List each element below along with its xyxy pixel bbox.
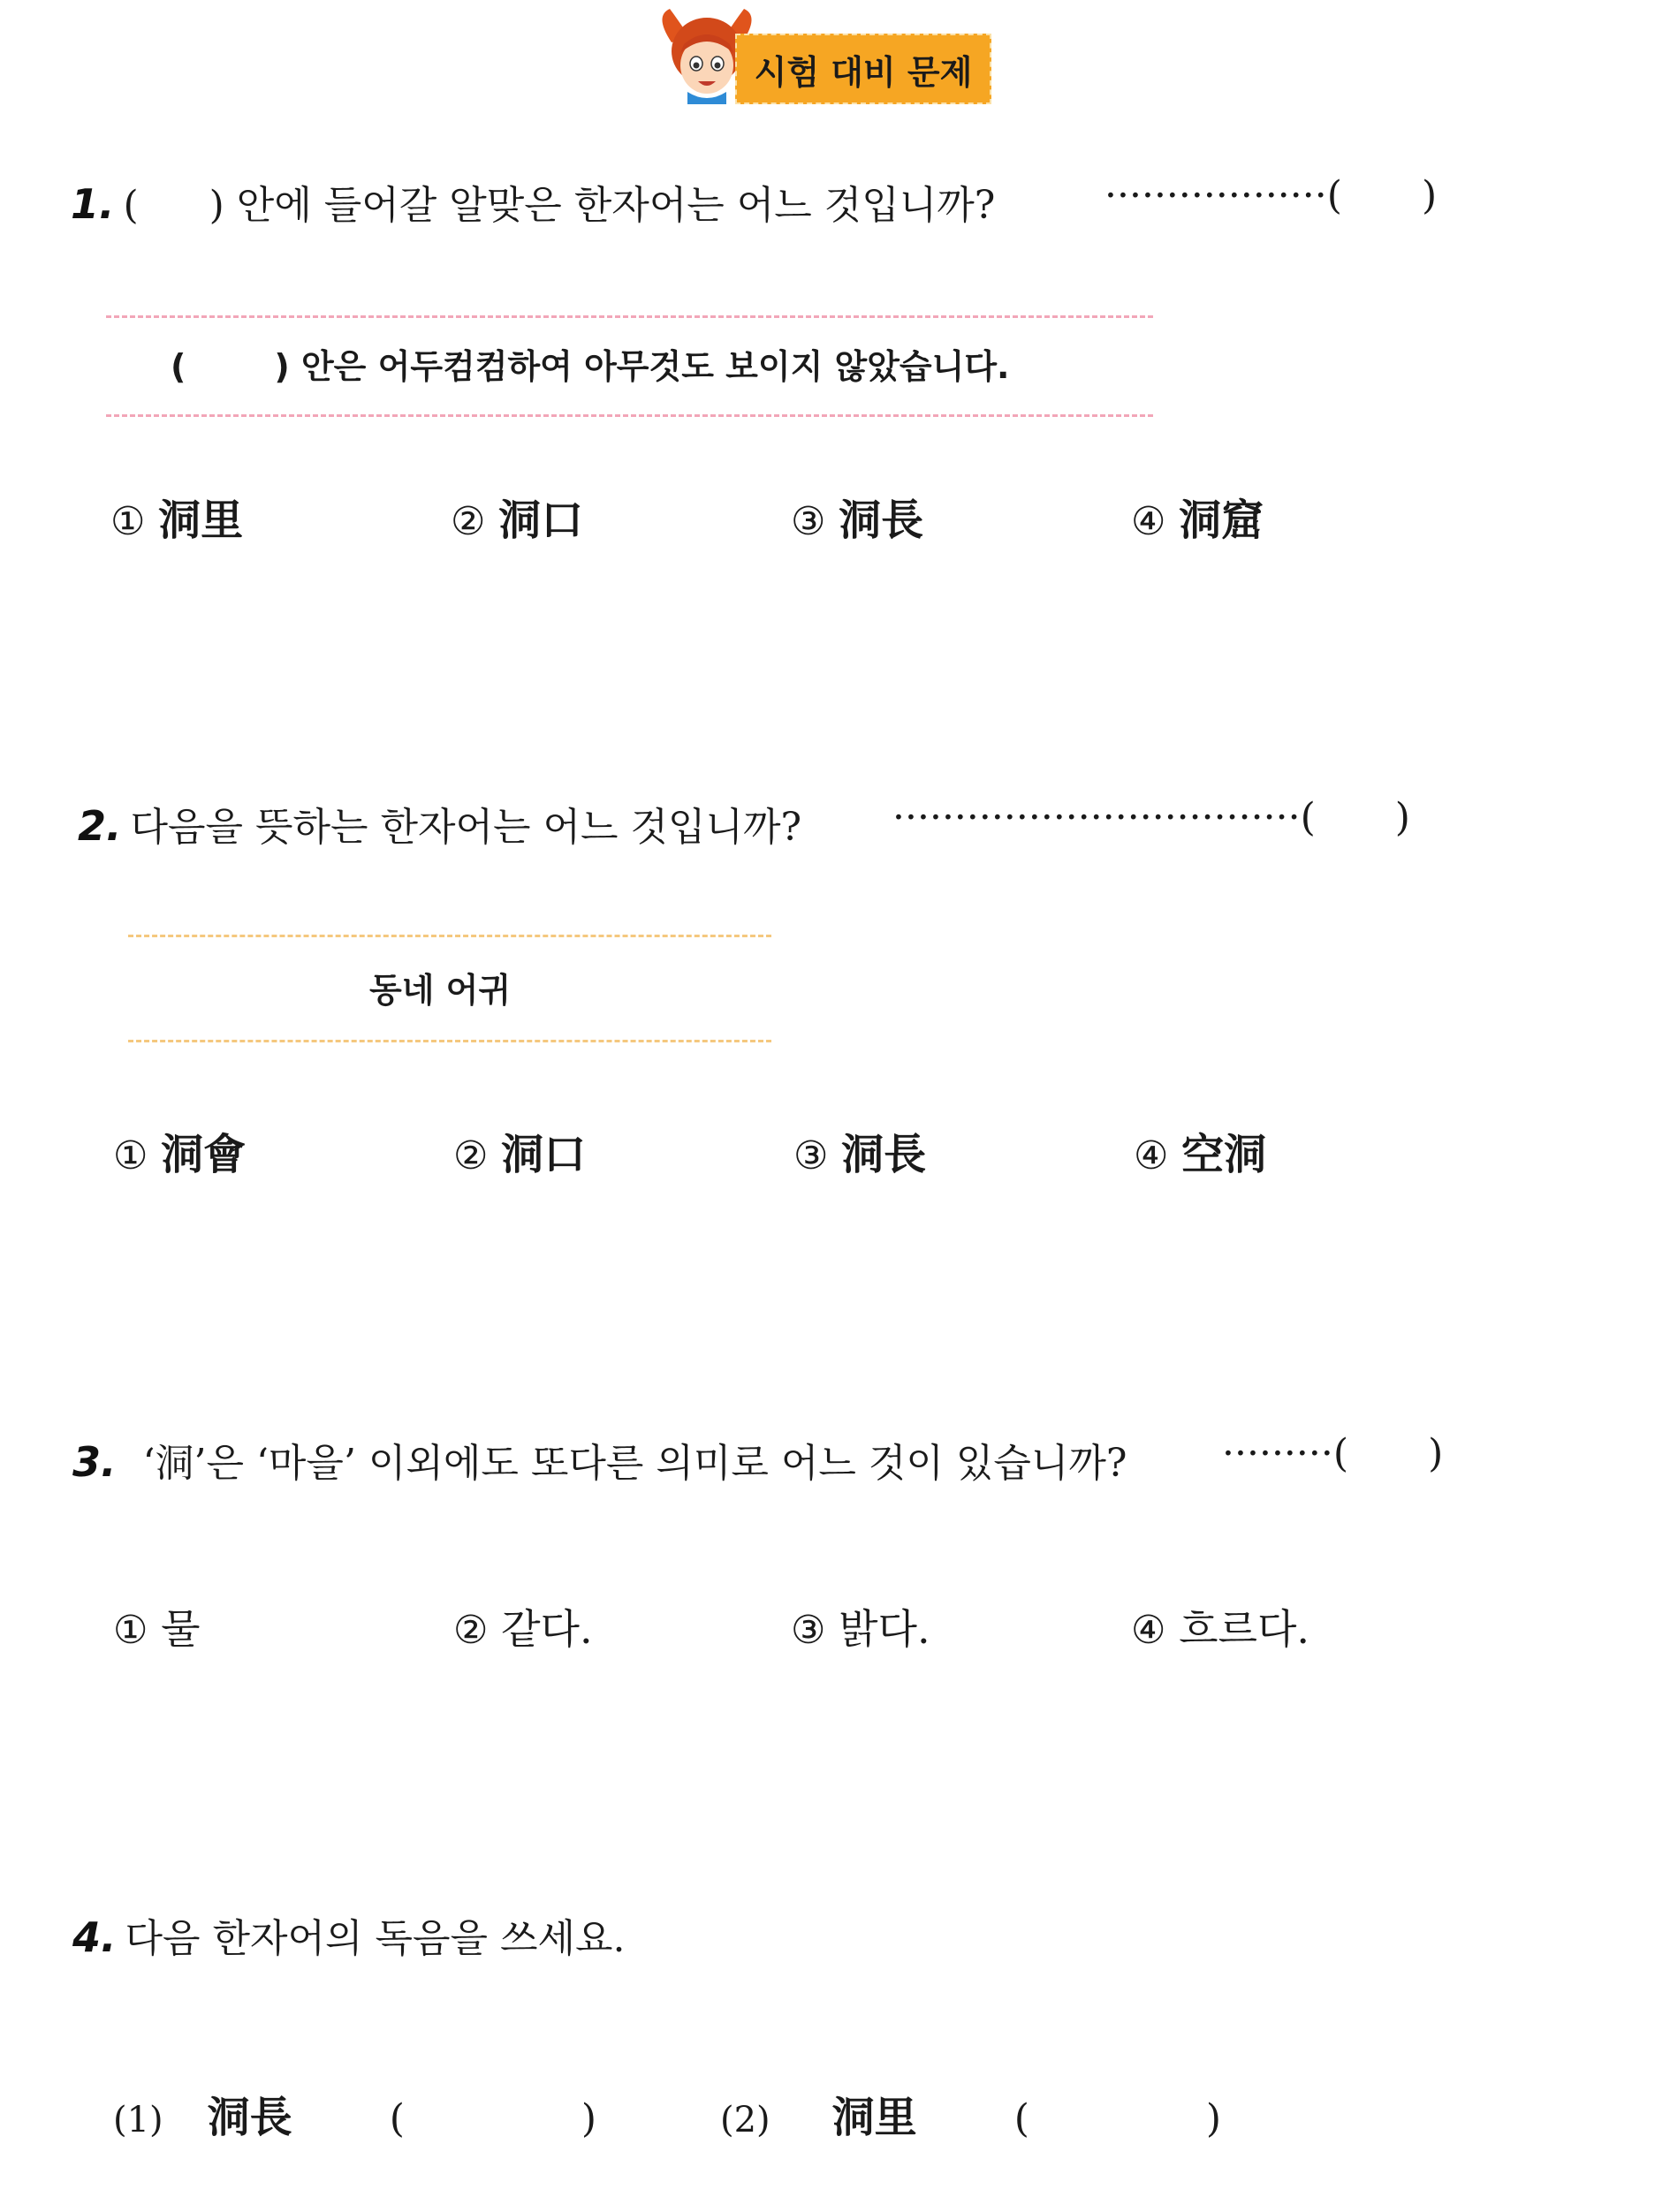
choice-1[interactable]	[110, 486, 243, 547]
choice-number: ①	[113, 1608, 148, 1653]
choice-text: 洞長	[841, 1130, 927, 1179]
choice-number: ①	[113, 1133, 148, 1178]
choice-number: ④	[1134, 1133, 1169, 1178]
choice-4[interactable]	[1134, 1120, 1266, 1181]
question-1-number: 1.	[71, 180, 115, 228]
exam-header	[654, 7, 1060, 104]
answer-dots: ··················	[1104, 173, 1327, 218]
box-divider-bottom	[106, 414, 1153, 417]
choice-text: 洞口	[501, 1130, 587, 1179]
choice-2[interactable]	[453, 1597, 593, 1655]
box-divider-top	[128, 935, 771, 937]
choice-text: 밝다.	[839, 1605, 930, 1653]
choice-number: ③	[793, 1133, 829, 1178]
choice-number: ③	[791, 499, 826, 544]
choice-2[interactable]	[451, 486, 583, 547]
choice-3[interactable]	[793, 1120, 926, 1181]
choice-number: ③	[791, 1608, 826, 1653]
choice-4[interactable]	[1131, 1597, 1309, 1655]
choice-text: 洞口	[498, 496, 584, 545]
answer-blank-2[interactable]	[1034, 2085, 1219, 2134]
sentence-open: (	[171, 347, 186, 386]
question-4-number: 4.	[72, 1913, 117, 1961]
fill-hanja: 洞里	[831, 2093, 917, 2142]
question-1-sentence	[171, 339, 1010, 388]
choice-number: ①	[110, 499, 146, 544]
question-2-number: 2.	[78, 802, 122, 850]
choice-3[interactable]	[791, 1597, 930, 1655]
fill-number: (1)	[113, 2100, 163, 2140]
choice-text: 洞會	[161, 1130, 247, 1179]
choice-number: ②	[453, 1133, 489, 1178]
fill-hanja: 洞長	[207, 2093, 292, 2142]
choice-3[interactable]	[791, 486, 923, 547]
box-divider-bottom	[128, 1040, 771, 1042]
answer-dots: ·········	[1222, 1431, 1333, 1476]
question-2	[78, 795, 801, 852]
question-1-prefix: (	[123, 183, 139, 228]
fill-number: (2)	[720, 2100, 770, 2140]
choice-number: ④	[1131, 1608, 1166, 1653]
question-1-answer	[1104, 173, 1437, 218]
choice-text: 洞長	[839, 496, 924, 545]
question-2-text: 다음을 뜻하는 한자어는 어느 것입니까?	[130, 805, 802, 850]
question-4	[72, 1906, 625, 1963]
question-3-number: 3.	[72, 1438, 117, 1486]
question-2-definition: 동네 어귀	[369, 971, 512, 1010]
answer-open: (	[1300, 795, 1316, 840]
fill-close: )	[581, 2096, 597, 2141]
fill-open: (	[389, 2096, 405, 2141]
choice-2[interactable]	[453, 1120, 586, 1181]
choice-1[interactable]	[113, 1120, 246, 1181]
choice-text: 같다.	[501, 1605, 593, 1653]
box-divider-top	[106, 315, 1153, 318]
choice-text: 흐르다.	[1179, 1605, 1310, 1653]
question-1	[71, 173, 995, 230]
question-3-text: ‘洞’은 ‘마을’ 이외에도 또다른 의미로 어느 것이 있습니까?	[142, 1441, 1127, 1486]
choice-number: ②	[451, 499, 486, 544]
answer-close: )	[1394, 795, 1410, 840]
choice-text: 물	[161, 1605, 201, 1653]
question-3	[72, 1431, 1127, 1488]
choice-text: 洞窟	[1179, 496, 1264, 545]
answer-open: (	[1326, 173, 1342, 218]
exam-badge: 시험 대비 문제	[735, 34, 991, 104]
answer-dots: ·································	[892, 795, 1301, 840]
sentence-text: ) 안은 어두컴컴하여 아무것도 보이지 않았습니다.	[274, 347, 1010, 386]
choice-text: 空洞	[1181, 1130, 1267, 1179]
answer-open: (	[1332, 1431, 1349, 1476]
fill-close: )	[1205, 2096, 1222, 2141]
question-4-text: 다음 한자어의 독음을 쓰세요.	[125, 1916, 626, 1961]
question-2-answer	[892, 795, 1410, 840]
choice-1[interactable]	[113, 1597, 201, 1655]
question-1-text: ) 안에 들어갈 알맞은 한자어는 어느 것입니까?	[209, 183, 996, 228]
choice-number: ②	[453, 1608, 489, 1653]
question-3-answer	[1222, 1431, 1443, 1476]
choice-4[interactable]	[1131, 486, 1264, 547]
answer-blank-1[interactable]	[415, 2085, 601, 2134]
choice-text: 洞里	[158, 496, 244, 545]
answer-close: )	[1421, 173, 1438, 218]
fill-open: (	[1013, 2096, 1029, 2141]
choice-number: ④	[1131, 499, 1166, 544]
answer-close: )	[1428, 1431, 1444, 1476]
